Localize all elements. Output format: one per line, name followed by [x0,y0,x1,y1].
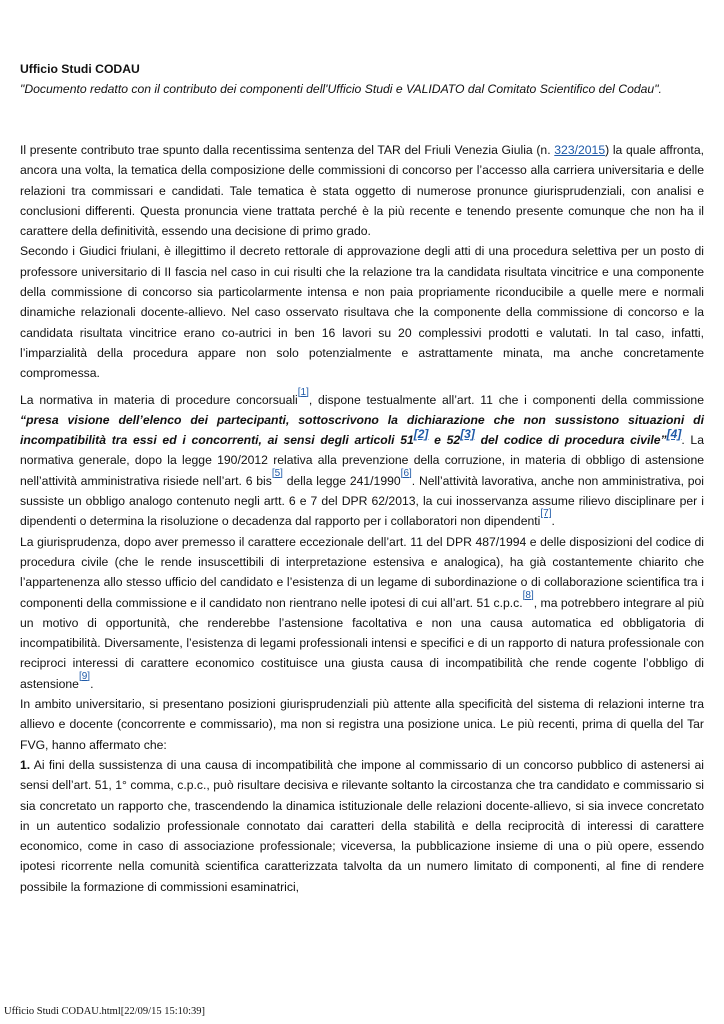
document-subtitle: "Documento redatto con il contributo dei componenti dell'Ufficio Studi e VALIDATO dal Comitato Scientifico del Codau". [20,82,662,96]
document-title: Ufficio Studi CODAU [20,62,140,76]
document-header [20,59,704,99]
footnote-link-1[interactable]: [1] [297,386,309,398]
footnote-link-3[interactable]: [3] [460,427,475,442]
footnote-link-4[interactable]: [4] [666,427,682,442]
paragraph-intro: Il presente contributo trae spunto dalla recentissima sentenza del TAR del Friuli Venezia Giulia (n. 323/2015) la quale affronta, ancora una volta, la tematica della composizione delle commissioni di concorso per l’accesso alla carriera universitaria e delle relazioni tra commissari e candidati. Tale tematica è stata oggetto di numerose pronunce giurisprudenziali, con analisi e conclusioni differenti. Questa pronuncia viene trattata perché è la più recente e tenendo presente comunque che non ha il carattere della definitività, essendo una decisione di primo grado. [20,143,704,239]
paragraph-jurisprudence: La giurisprudenza, dopo aver premesso il carattere eccezionale dell’art. 11 del DPR 487/1994 e delle disposizioni del codice di procedura civile (che le rende insuscettibili di interpretazione estensiva e analogica), ha già costantemente chiarito che l’appartenenza allo stesso ufficio del candidato e l’esistenza di un legame di subordinazione o di collaborazione scientifica tra i componenti della commissione e il candidato non rientrano nelle ipotesi di cui all’art. 51 c.p.c.[8], ma potrebbero integrare al più un motivo di opportunità, che renderebbe l’astensione facoltativa e non una causa automatica ed obbligatoria di incompatibilità. Diversamente, l’esistenza di legami professionali intensi e specifici e di un rapporto di natura professionale con reciproci interessi di carattere economico costituisce una giusta causa di incompatibilità che rende cogente l’obbligo di astensione[9]. [20,534,704,691]
footnote-link-5[interactable]: [5] [271,467,283,479]
footnote-link-8[interactable]: [8] [522,589,534,601]
quoted-norm: “presa visione dell’elenco dei partecipanti, sottoscrivono la dichiarazione che non sussistono situazioni di incompatibilità tra essi ed i concorrenti, ai sensi degli articoli 51 [20,412,704,448]
list-number: 1. [20,757,31,772]
paragraph-university: In ambito universitario, si presentano posizioni giurisprudenziali più attente alla specificità del sistema di relazioni interne tra allievo e docente (concorrente e commissario), ma non si registra una posizione unica. Le più recenti, prima di quella del Tar FVG, hanno affermato che: [20,697,704,752]
list-item-1: 1. Ai fini della sussistenza di una causa di incompatibilità che impone al commissario di un concorso pubblico di astenersi ai sensi dell’art. 51, 1° comma, c.p.c., può risultare decisiva e rilevante soltanto la circostanza che tra candidato e commissario si sia concretato un rapporto che, trascendendo la dinamica istituzionale delle relazioni docente-allievo, si sia invece concretato in un autentico sodalizio professionale connotato dai caratteri della stabilità e della reciprocità di interessi di carattere economico, come in caso di associazione professionale; viceversa, la pubblicazione insieme di una o più opere, essendo ipotesi ricorrente nella comunità scientifica caratterizzata talvolta da un numero limitato di componenti, al fine di rendere possibile la formazione di commissioni esaminatrici, [20,757,704,894]
paragraph-regulation: La normativa in materia di procedure concorsuali[1], dispone testualmente all’art. 11 che i componenti della commissione “presa visione dell’elenco dei partecipanti, sottoscrivono la dichiarazione che non sussistono situazioni di incompatibilità tra essi ed i concorrenti, ai sensi degli articoli 51[2] e 52[3] del codice di procedura civile”[4]. La normativa generale, dopo la legge 190/2012 relativa alla prevenzione della corruzione, in materia di obbligo di astensione nell’attività amministrativa risiede nell’art. 6 bis[5] della legge 241/1990[6]. Nell’attività lavorativa, anche non amministrativa, poi sussiste un obbligo analogo contenuto negli artt. 6 e 7 del DPR 62/2013, la cui inosservanza assume rilievo disciplinare per i dipendenti o determina la risoluzione o decadenza dal rapporto per i collaboratori non dipendenti[7]. [20,386,704,529]
sentence-link[interactable]: 323/2015 [554,143,606,157]
page-footer: Ufficio Studi CODAU.html[22/09/15 15:10:39] [4,1006,206,1017]
footnote-link-7[interactable]: [7] [540,508,552,520]
footnote-link-2[interactable]: [2] [413,427,429,442]
paragraph-judges: Secondo i Giudici friulani, è illegittimo il decreto rettorale di approvazione degli atti di una procedura selettiva per un posto di professore universitario di II fascia nel caso in cui risulti che la relazione tra la candidata risultata vincitrice e una componente della commissione di concorso sia particolarmente intensa e non paia propriamente riconducibile a quelle mere e normali dinamiche relazionali docente-allievo. Nel caso osservato risultava che la componente della commissione di concorso e la candidata risultata vincitrice erano co-autrici in ben 16 lavori su 20 complessivi prodotti e valutati. In tal caso, infatti, l’imparzialità della procedura appare non solo potenzialmente e astrattamente minata, ma anche concretamente compromessa. [20,244,704,381]
document-body [20,140,704,897]
footnote-link-6[interactable]: [6] [400,467,412,479]
footnote-link-9[interactable]: [9] [78,670,91,682]
